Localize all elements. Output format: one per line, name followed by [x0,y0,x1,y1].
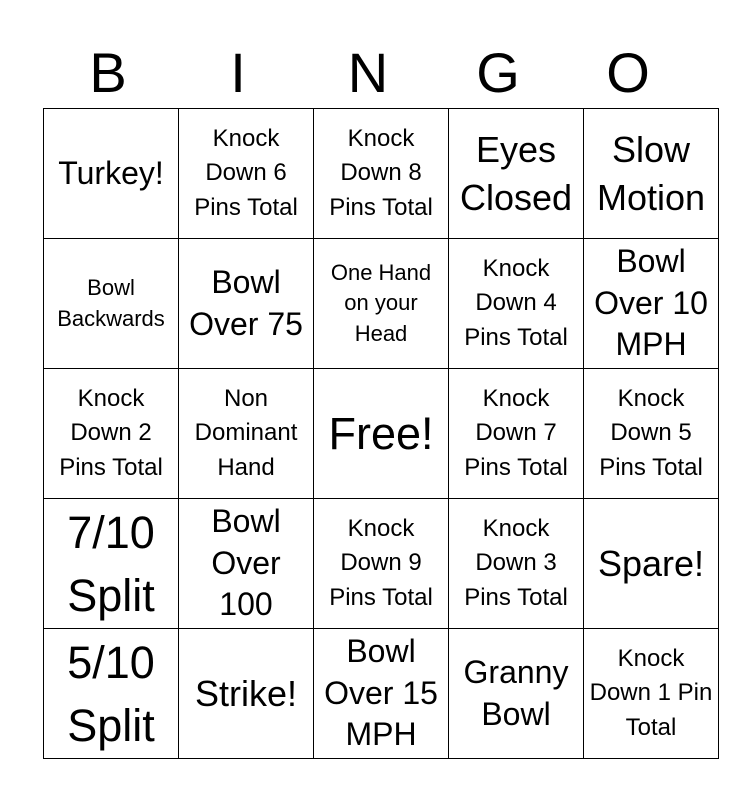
bingo-cell-free: Free! [314,369,449,499]
header-letter-n: N [347,41,389,104]
bingo-cell: 7/10 Split [44,499,179,629]
bingo-cell: One Hand on your Head [314,239,449,369]
bingo-cell: Knock Down 2 Pins Total [44,369,179,499]
bingo-grid [43,108,719,759]
bingo-cell: Knock Down 4 Pins Total [449,239,584,369]
bingo-cell: Granny Bowl [449,629,584,759]
bingo-cell: Bowl Over 100 [179,499,314,629]
bingo-cell: Non Dominant Hand [179,369,314,499]
bingo-cell: Bowl Backwards [44,239,179,369]
bingo-cell: Strike! [179,629,314,759]
header-letter-b: B [89,41,127,104]
header-letter-o: O [606,41,650,104]
bingo-cell: Knock Down 7 Pins Total [449,369,584,499]
bingo-cell: Spare! [584,499,719,629]
bingo-cell: Knock Down 3 Pins Total [449,499,584,629]
header-letter-g: G [476,41,520,104]
grid-row [44,629,719,759]
grid-row [44,369,719,499]
header-letter-i: I [230,41,246,104]
bingo-cell: Knock Down 9 Pins Total [314,499,449,629]
bingo-cell: Turkey! [44,109,179,239]
bingo-cell: Bowl Over 10 MPH [584,239,719,369]
bingo-cell: Knock Down 1 Pin Total [584,629,719,759]
bingo-cell: Eyes Closed [449,109,584,239]
bingo-cell: Knock Down 8 Pins Total [314,109,449,239]
bingo-cell: Slow Motion [584,109,719,239]
bingo-header [43,38,693,108]
bingo-cell: 5/10 Split [44,629,179,759]
grid-row [44,239,719,369]
bingo-cell: Bowl Over 75 [179,239,314,369]
grid-row [44,499,719,629]
bingo-cell: Knock Down 6 Pins Total [179,109,314,239]
grid-row [44,109,719,239]
bingo-cell: Bowl Over 15 MPH [314,629,449,759]
bingo-cell: Knock Down 5 Pins Total [584,369,719,499]
